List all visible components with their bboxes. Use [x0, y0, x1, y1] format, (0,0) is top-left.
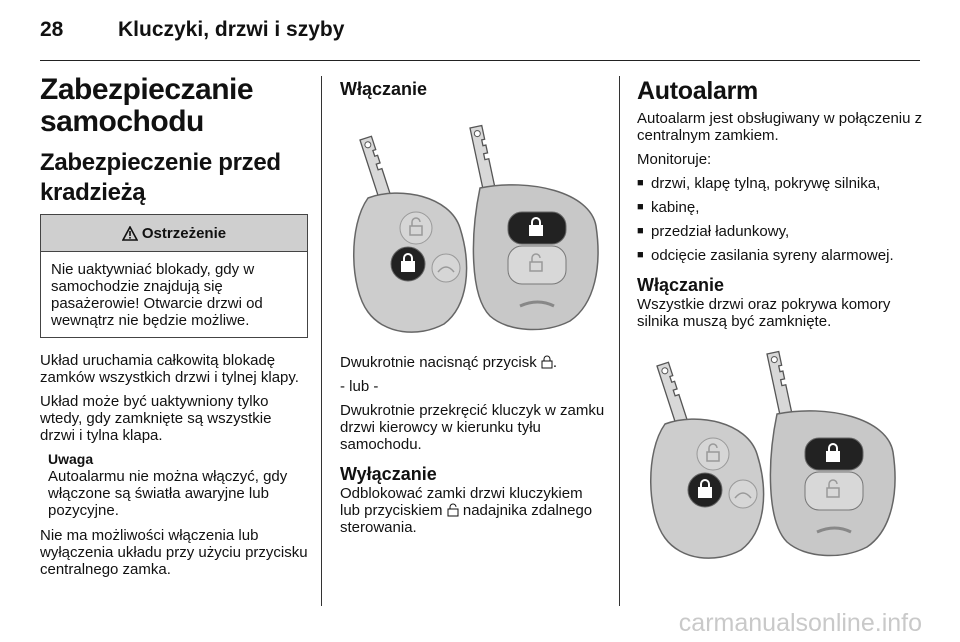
list-item: ■ drzwi, klapę tylną, pokrywę silnika,: [637, 175, 927, 192]
warning-triangle-icon: [122, 226, 138, 241]
header-rule: [40, 60, 920, 61]
page-number: 28: [40, 18, 64, 41]
watermark: carmanualsonline.info: [678, 609, 922, 637]
paragraph-turn: Dwukrotnie przekręcić kluczyk w zamku drzwi kierowcy w kierunku tyłu samochodu.: [340, 402, 605, 453]
paragraph: Wszystkie drzwi oraz pokrywa komory silnika muszą być zamknięte.: [637, 296, 891, 330]
list-item: ■ odcięcie zasilania syreny alarmowej.: [637, 247, 927, 264]
section-heading: Zabezpieczanie samochodu: [40, 73, 254, 138]
column-1: [40, 70, 308, 585]
autoalarm-heading: Autoalarm: [637, 77, 758, 105]
column-2: [340, 70, 606, 543]
paragraph-press: Dwukrotnie nacisnąć przycisk .: [340, 354, 558, 371]
key-fob-illustration: [340, 116, 604, 338]
column-3: [637, 70, 927, 580]
paragraph: Monitoruje:: [637, 151, 712, 168]
note-text: Autoalarmu nie można włączyć, gdy włączone są światła awaryjne lub pozycyjne.: [48, 468, 288, 519]
column-divider-1: [321, 76, 322, 606]
list-item: ■ kabinę,: [637, 199, 927, 216]
list-item: ■ przedział ładunkowy,: [637, 223, 927, 240]
column-divider-2: [619, 76, 620, 606]
unlock-icon: [447, 503, 459, 517]
activation-heading: Włączanie: [637, 275, 725, 295]
paragraph: Autoalarm jest obsługiwany w połączeniu z centralnym zamkiem.: [637, 110, 923, 144]
chapter-title: Kluczyki, drzwi i szyby: [118, 18, 345, 41]
paragraph: Nie ma możliwości włączenia lub wyłączenia układu przy użyciu przycisku centralnego zamka.: [40, 527, 308, 578]
warning-title: Ostrzeżenie: [141, 224, 227, 242]
key-fob-illustration: [637, 342, 901, 564]
subsection-heading: Zabezpieczenie przed kradzieżą: [40, 149, 281, 206]
monitor-list: [637, 175, 927, 264]
paragraph: Układ może być uaktywniony tylko wtedy, gdy zamknięte są wszystkie drzwi i tylna klapa.: [40, 393, 272, 444]
warning-box: [40, 214, 308, 338]
paragraph-off: Odblokować zamki drzwi kluczykiem lub przyciskiem nadajnika zdalnego sterowania.: [340, 485, 593, 536]
paragraph-or: - lub -: [340, 378, 379, 395]
note-block: [48, 451, 308, 519]
deactivation-heading: Wyłączanie: [340, 464, 437, 484]
activation-heading: Włączanie: [340, 79, 428, 99]
warning-header: [41, 215, 307, 252]
note-title: Uwaga: [48, 451, 94, 467]
paragraph: Układ uruchamia całkowitą blokadę zamków wszystkich drzwi i tylnej klapy.: [40, 352, 299, 386]
warning-text: Nie uaktywniać blokady, gdy w samochodzie znajdują się pasażerowie! Otwarcie drzwi od wewnątrz nie będzie możliwe.: [51, 261, 263, 329]
lock-icon: [541, 355, 553, 369]
